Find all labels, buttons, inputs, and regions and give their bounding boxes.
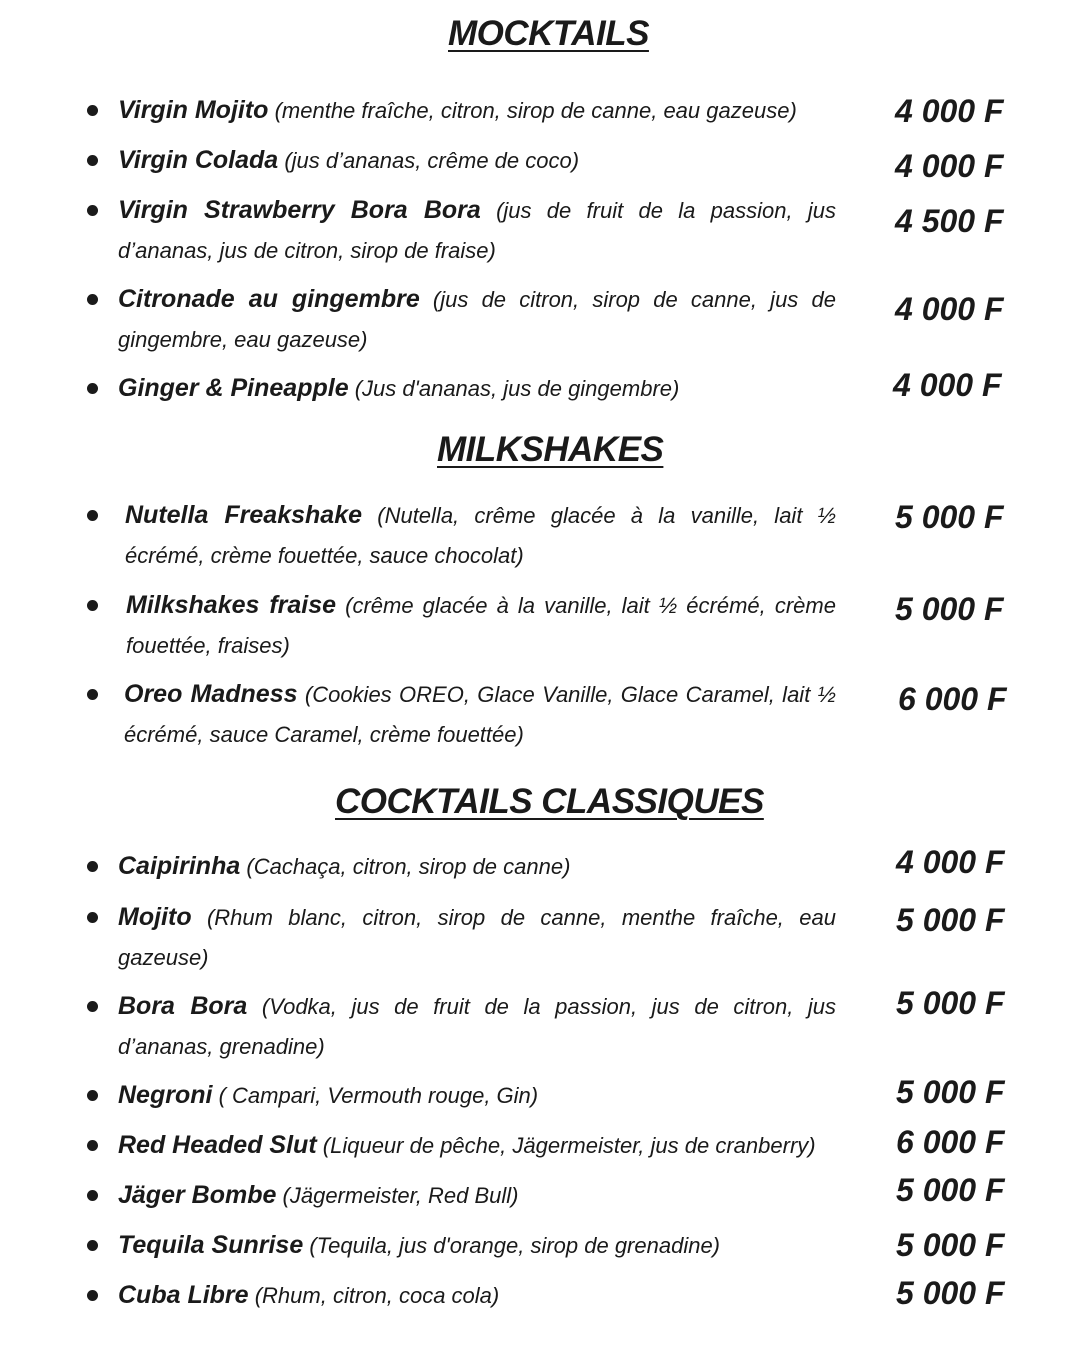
item-name: Caipirinha bbox=[118, 852, 241, 880]
item-description: (Cachaça, citron, sirop de canne) bbox=[246, 854, 571, 879]
item-description: (Vodka, jus de fruit de la passion, jus de citron, jus d’ananas, grenadine) bbox=[118, 994, 836, 1059]
item-name: Virgin Mojito bbox=[118, 96, 269, 124]
item-description: (Jus d'ananas, jus de gingembre) bbox=[354, 376, 680, 401]
item-description: (jus de citron, sirop de canne, jus de gingembre, eau gazeuse) bbox=[118, 287, 836, 352]
section-title-cocktails-classiques: COCKTAILS CLASSIQUES bbox=[335, 782, 764, 821]
item-description: (Tequila, jus d'orange, sirop de grenadine) bbox=[309, 1233, 721, 1258]
bullet-icon bbox=[87, 1290, 98, 1301]
item-price: 5 000 F bbox=[896, 1227, 1005, 1263]
bullet-icon bbox=[87, 1240, 98, 1251]
section-title-milkshakes: MILKSHAKES bbox=[437, 430, 664, 469]
item-price: 4 000 F bbox=[895, 148, 1004, 184]
item-description: (Jägermeister, Red Bull) bbox=[282, 1183, 519, 1208]
item-price: 5 000 F bbox=[895, 499, 1004, 535]
bullet-icon bbox=[87, 689, 98, 700]
item-name: Mojito bbox=[118, 903, 192, 931]
item-price: 5 000 F bbox=[895, 591, 1004, 627]
item-description: (Cookies OREO, Glace Vanille, Glace Caramel, lait ½ écrémé, sauce Caramel, crème fouettée) bbox=[124, 682, 836, 747]
section-title-mocktails: MOCKTAILS bbox=[448, 14, 649, 53]
bullet-icon bbox=[87, 861, 98, 872]
item-price: 5 000 F bbox=[896, 985, 1005, 1021]
item-name: Negroni bbox=[118, 1081, 213, 1109]
item-name: Citronade au gingembre bbox=[118, 285, 420, 313]
item-price: 5 000 F bbox=[896, 902, 1005, 938]
bullet-icon bbox=[87, 294, 98, 305]
bullet-icon bbox=[87, 600, 98, 611]
item-price: 4 000 F bbox=[896, 844, 1005, 880]
item-price: 4 500 F bbox=[895, 203, 1004, 239]
item-name: Ginger & Pineapple bbox=[118, 374, 349, 402]
item-price: 4 000 F bbox=[895, 291, 1004, 327]
item-description: ( Campari, Vermouth rouge, Gin) bbox=[218, 1083, 539, 1108]
bullet-icon bbox=[87, 510, 98, 521]
bullet-icon bbox=[87, 1140, 98, 1151]
item-name: Bora Bora bbox=[118, 992, 248, 1020]
item-price: 5 000 F bbox=[896, 1275, 1005, 1311]
item-description: (crême glacée à la vanille, lait ½ écrémé, crème fouettée, fraises) bbox=[126, 593, 836, 658]
bullet-icon bbox=[87, 1001, 98, 1012]
item-price: 6 000 F bbox=[898, 681, 1007, 717]
item-name: Virgin Colada bbox=[118, 146, 279, 174]
item-price: 5 000 F bbox=[896, 1172, 1005, 1208]
item-description: (menthe fraîche, citron, sirop de canne, eau gazeuse) bbox=[274, 98, 797, 123]
item-name: Jäger Bombe bbox=[118, 1181, 277, 1209]
item-name: Tequila Sunrise bbox=[118, 1231, 304, 1259]
bullet-icon bbox=[87, 383, 98, 394]
item-description: (Liqueur de pêche, Jägermeister, jus de cranberry) bbox=[322, 1133, 816, 1158]
item-description: (jus d’ananas, crême de coco) bbox=[284, 148, 580, 173]
bullet-icon bbox=[87, 912, 98, 923]
item-description: (Nutella, crême glacée à la vanille, lait ½ écrémé, crème fouettée, sauce chocolat) bbox=[125, 503, 836, 568]
item-name: Red Headed Slut bbox=[118, 1131, 317, 1159]
item-price: 5 000 F bbox=[896, 1074, 1005, 1110]
bullet-icon bbox=[87, 155, 98, 166]
item-description: (Rhum blanc, citron, sirop de canne, menthe fraîche, eau gazeuse) bbox=[118, 905, 836, 970]
item-name: Cuba Libre bbox=[118, 1281, 249, 1309]
item-description: (jus de fruit de la passion, jus d’ananas, jus de citron, sirop de fraise) bbox=[118, 198, 836, 263]
item-name: Milkshakes fraise bbox=[126, 591, 337, 619]
bullet-icon bbox=[87, 105, 98, 116]
item-name: Oreo Madness bbox=[124, 680, 298, 708]
item-name: Virgin Strawberry Bora Bora bbox=[118, 196, 481, 224]
item-price: 4 000 F bbox=[893, 367, 1002, 403]
item-price: 4 000 F bbox=[895, 93, 1004, 129]
bullet-icon bbox=[87, 1190, 98, 1201]
item-price: 6 000 F bbox=[896, 1124, 1005, 1160]
item-description: (Rhum, citron, coca cola) bbox=[254, 1283, 500, 1308]
bullet-icon bbox=[87, 1090, 98, 1101]
bullet-icon bbox=[87, 205, 98, 216]
item-name: Nutella Freakshake bbox=[125, 501, 363, 529]
